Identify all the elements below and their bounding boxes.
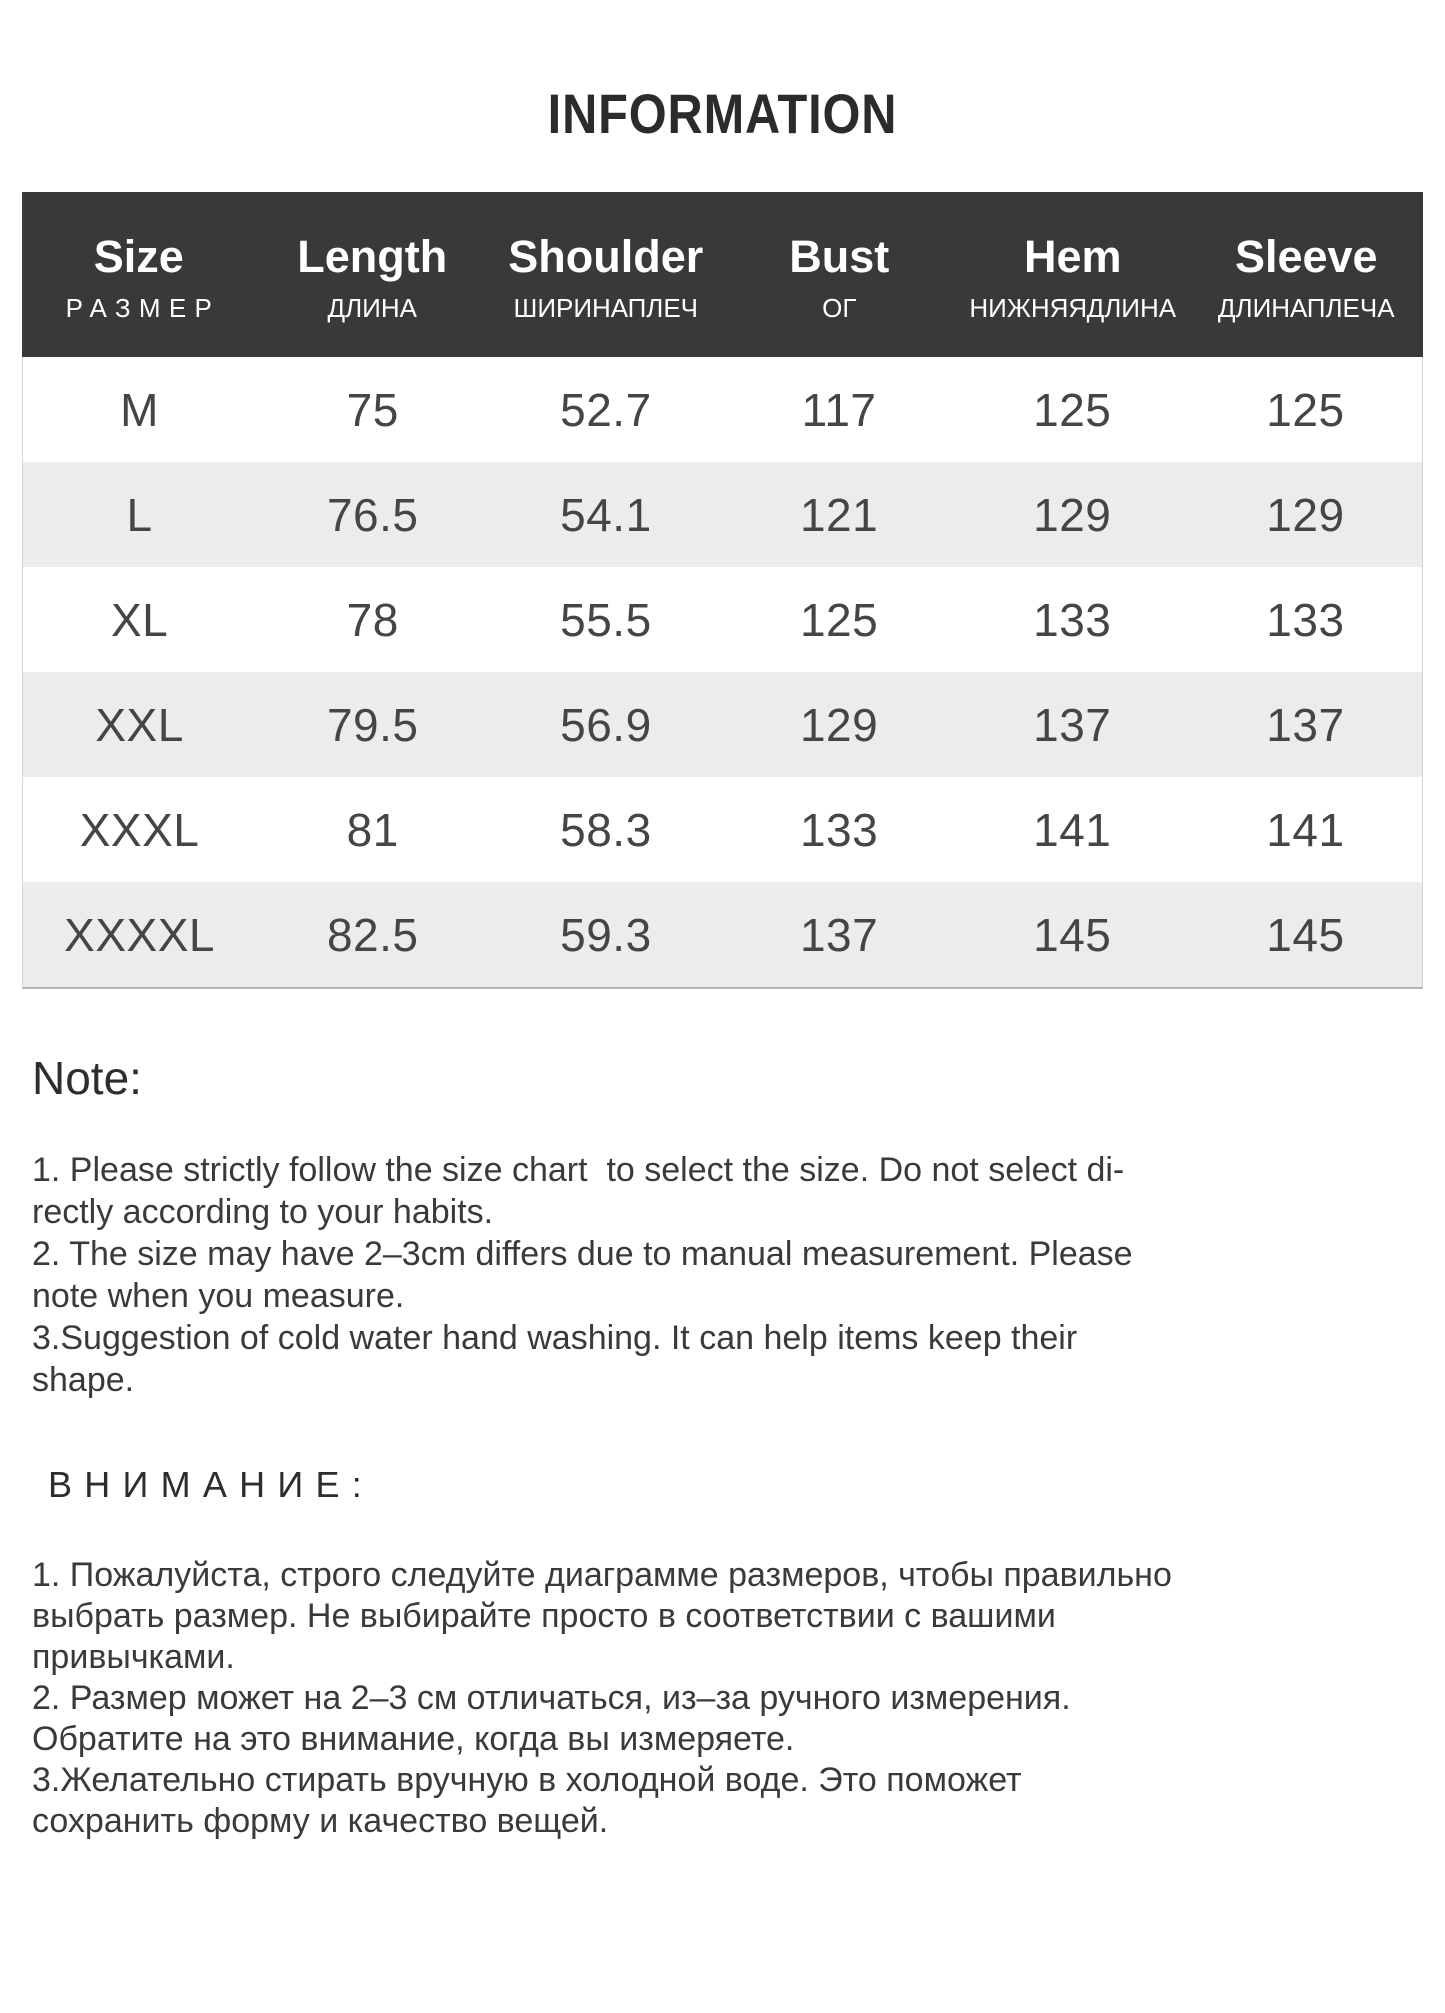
note-line: 1. Please strictly follow the size chart to select the size. Do not select di- [32, 1151, 1125, 1189]
cell-shoulder: 52.7 [560, 383, 652, 436]
cell-sleeve: 133 [1266, 593, 1345, 646]
size-table-body [22, 357, 1423, 989]
cell-hem: 129 [1033, 488, 1112, 541]
cell-sleeve: 125 [1266, 383, 1345, 436]
note-line: 1. Пожалуйста, строго следуйте диаграмме размеров, чтобы правильно [32, 1556, 1172, 1594]
cell-size: XXXL [79, 803, 200, 856]
header-label-ru: ДЛИНА [327, 293, 417, 323]
table-row-xxxxl [23, 882, 1422, 987]
cell-bust: 129 [799, 698, 879, 751]
header-label-en: Bust [789, 231, 890, 282]
size-table-header-row [22, 192, 1423, 357]
cell-size: XXXXL [64, 908, 215, 961]
cell-size: M [120, 383, 159, 436]
size-table [22, 192, 1423, 989]
header-label-ru: ОГ [822, 293, 857, 323]
cell-sleeve: 137 [1266, 698, 1345, 751]
note-line: note when you measure. [32, 1277, 405, 1315]
header-cell-bust [723, 228, 957, 321]
cell-length: 78 [346, 593, 399, 646]
table-row-xxxl [23, 777, 1422, 882]
header-label-ru: ДЛИНА ПЛЕЧА [1217, 293, 1395, 323]
cell-bust: 121 [799, 488, 879, 541]
table-row-xl [23, 567, 1422, 672]
note-line: Обратите на это внимание, когда вы измеряете. [32, 1720, 795, 1758]
cell-hem: 133 [1033, 593, 1112, 646]
table-row-m [23, 357, 1422, 462]
note-section-en [32, 1052, 1415, 1401]
cell-sleeve: 145 [1266, 908, 1345, 961]
cell-length: 76.5 [326, 488, 419, 541]
cell-size: L [126, 488, 153, 541]
header-cell-hem [956, 228, 1190, 321]
header-label-en: Shoulder [508, 231, 704, 282]
header-label-ru: ШИРИНА ПЛЕЧ [513, 293, 698, 323]
cell-bust: 117 [801, 383, 877, 436]
header-label-ru: РАЗМЕР [65, 293, 221, 323]
note-line: выбрать размер. Не выбирайте просто в соответствии с вашими [32, 1597, 1056, 1635]
cell-length: 82.5 [326, 908, 419, 961]
cell-shoulder: 56.9 [560, 698, 652, 751]
note-heading-ru: ВНИМАНИЕ: [48, 1464, 374, 1505]
note-line: 2. Размер может на 2–3 см отличаться, из–за ручного измерения. [32, 1679, 1071, 1717]
note-line: сохранить форму и качество вещей. [32, 1802, 609, 1840]
note-section-ru [32, 1464, 1415, 1842]
note-line: 2. The size may have 2–3cm differs due to manual measurement. Please [32, 1235, 1133, 1273]
cell-shoulder: 59.3 [560, 908, 652, 961]
cell-shoulder: 58.3 [560, 803, 652, 856]
note-line: 3.Желательно стирать вручную в холодной воде. Это поможет [32, 1761, 1022, 1799]
note-heading-en: Note: [32, 1052, 142, 1104]
cell-bust: 125 [799, 593, 879, 646]
header-cell-sleeve [1190, 228, 1424, 321]
cell-hem: 137 [1033, 698, 1112, 751]
cell-sleeve: 129 [1266, 488, 1345, 541]
cell-size: XXL [95, 698, 184, 751]
cell-size: XL [110, 593, 169, 646]
table-row-l [23, 462, 1422, 567]
cell-hem: 125 [1033, 383, 1112, 436]
cell-hem: 145 [1033, 908, 1112, 961]
header-cell-size [22, 228, 256, 321]
header-label-ru: НИЖНЯЯ ДЛИНА [969, 293, 1177, 323]
header-label-en: Sleeve [1234, 231, 1378, 282]
header-label-en: Length [297, 231, 448, 282]
note-line: привычками. [32, 1638, 235, 1676]
cell-shoulder: 54.1 [560, 488, 652, 541]
header-cell-length [256, 228, 490, 321]
cell-length: 81 [346, 803, 399, 856]
cell-shoulder: 55.5 [560, 593, 652, 646]
page-title: INFORMATION [547, 82, 898, 145]
header-label-en: Hem [1023, 231, 1122, 282]
note-line: 3.Suggestion of cold water hand washing. It can help items keep their [32, 1319, 1078, 1357]
cell-sleeve: 141 [1266, 803, 1345, 856]
cell-hem: 141 [1033, 803, 1112, 856]
header-label-en: Size [93, 231, 184, 282]
cell-length: 75 [346, 383, 399, 436]
note-line: rectly according to your habits. [32, 1193, 494, 1231]
cell-bust: 133 [799, 803, 879, 856]
note-line: shape. [32, 1361, 135, 1399]
cell-bust: 137 [799, 908, 879, 961]
table-row-xxl [23, 672, 1422, 777]
header-cell-shoulder [489, 228, 723, 321]
cell-length: 79.5 [326, 698, 419, 751]
